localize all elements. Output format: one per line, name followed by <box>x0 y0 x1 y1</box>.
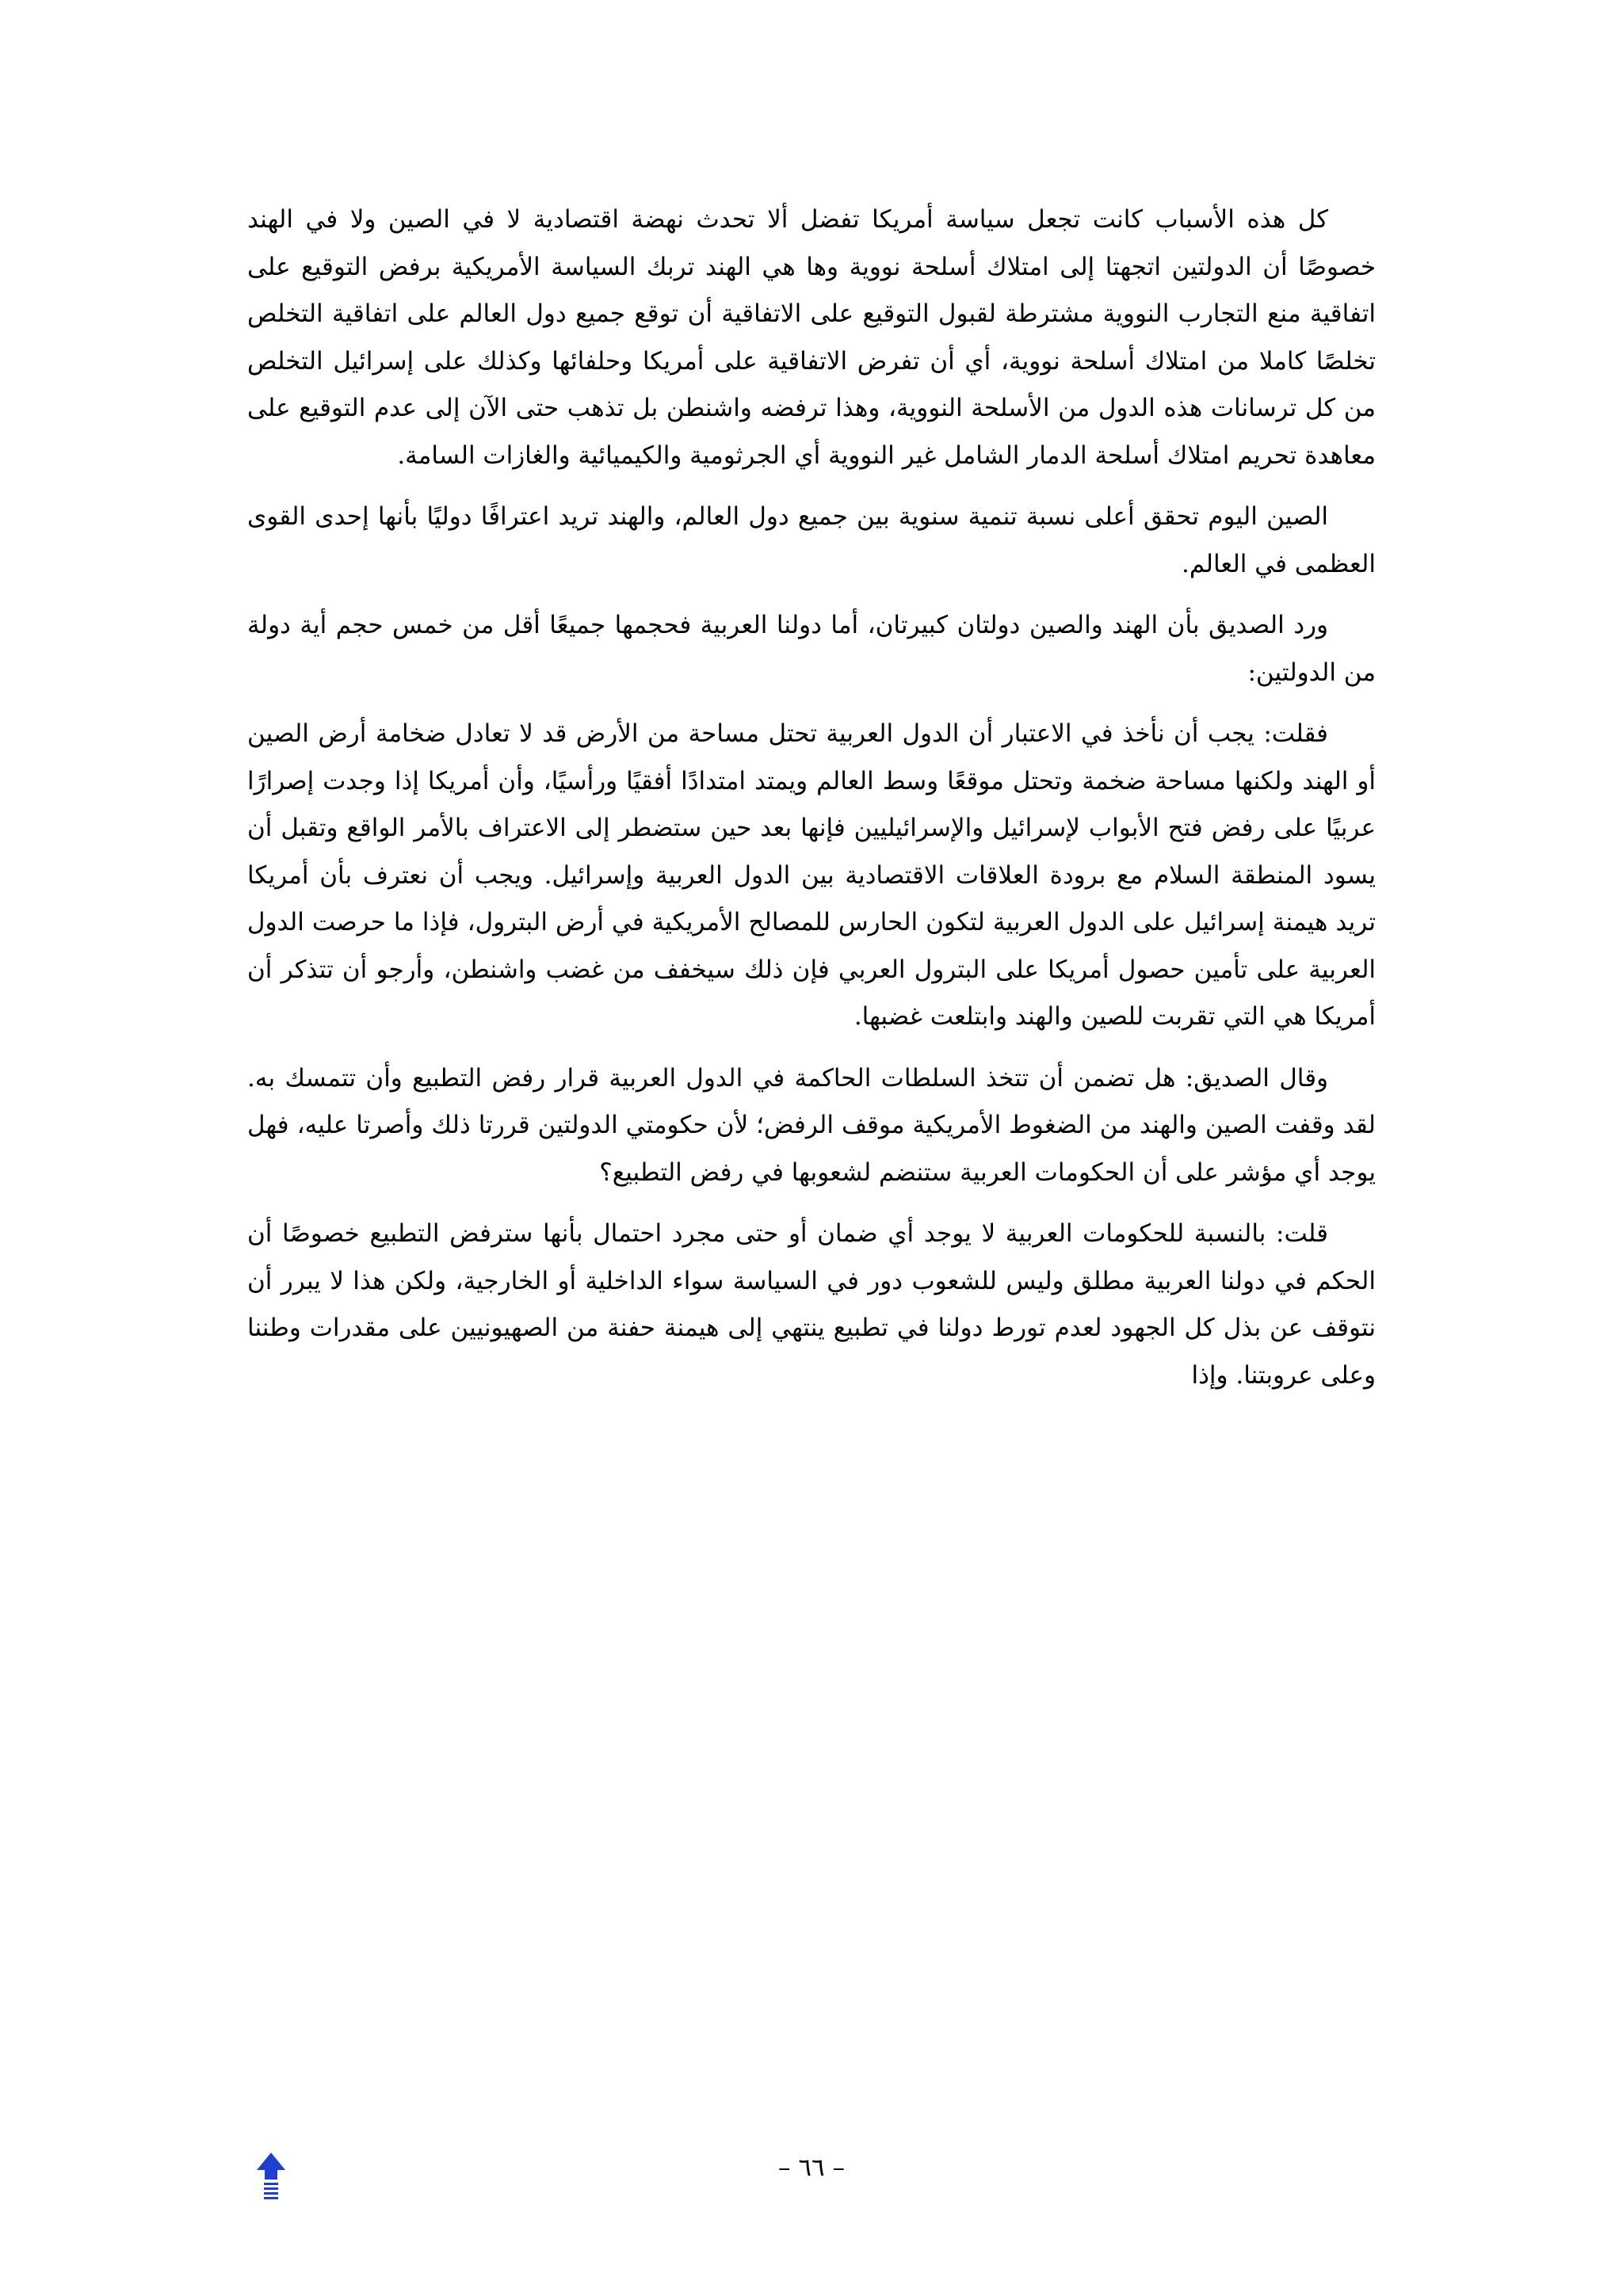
paragraph: كل هذه الأسباب كانت تجعل سياسة أمريكا تفضل ألا تحدث نهضة اقتصادية لا في الصين ولا في الهند خصوصًا أن الدولتين اتجهتا إلى امتلاك أسلحة نووية وها هي الهند تربك السياسة الأمريكية برفض التوقيع على اتفاقية منع التجارب النووية مشترطة لقبول التوقيع على الاتفاقية أن توقع جميع دول العالم على اتفاقية التخلص تخلصًا كاملا من امتلاك أسلحة نووية، أي أن تفرض الاتفاقية على أمريكا وحلفائها وكذلك على إسرائيل التخلص من كل ترسانات هذه الدول من الأسلحة النووية، وهذا ترفضه واشنطن بل تذهب حتى الآن إلى عدم التوقيع على معاهدة تحريم امتلاك أسلحة الدمار الشامل غير النووية أي الجرثومية والكيميائية والغازات السامة. <box>247 205 1376 470</box>
paragraph: الصين اليوم تحقق أعلى نسبة تنمية سنوية بين جميع دول العالم، والهند تريد اعترافًا دوليًا بأنها إحدى القوى العظمى في العالم. <box>247 502 1376 578</box>
up-arrow-icon <box>255 2153 287 2202</box>
paragraph: فقلت: يجب أن نأخذ في الاعتبار أن الدول العربية تحتل مساحة من الأرض قد لا تعادل ضخامة أرض الصين أو الهند ولكنها مساحة ضخمة وتحتل موقعًا وسط العالم ويمتد امتدادًا أفقيًا ورأسيًا، وأن أمريكا إذا وجدت إصرارًا عربيًا على رفض فتح الأبواب لإسرائيل والإسرائيليين فإنها بعد حين ستضطر إلى الاعتراف بالأمر الواقع وتقبل أن يسود المنطقة السلام مع برودة العلاقات الاقتصادية بين الدول العربية وإسرائيل. ويجب أن نعترف بأن أمريكا تريد هيمنة إسرائيل على الدول العربية لتكون الحارس للمصالح الأمريكية في أرض البترول، فإذا ما حرصت الدول العربية على تأمين حصول أمريكا على البترول العربي فإن ذلك سيخفف من غضب واشنطن، وأرجو أن تتذكر أن أمريكا هي التي تقربت للصين والهند وابتلعت غضبها. <box>247 719 1376 1031</box>
paragraph: ورد الصديق بأن الهند والصين دولتان كبيرتان، أما دولنا العربية فحجمها جميعًا أقل من خمس حجم أية دولة من الدولتين: <box>247 611 1376 687</box>
document-body <box>247 196 1376 1413</box>
back-to-top-link[interactable] <box>255 2153 287 2202</box>
paragraph: وقال الصديق: هل تضمن أن تتخذ السلطات الحاكمة في الدول العربية قرار رفض التطبيع وأن تتمسك به. لقد وقفت الصين والهند من الضغوط الأمريكية موقف الرفض؛ لأن حكومتي الدولتين قررتا ذلك وأصرتا عليه، فهل يوجد أي مؤشر على أن الحكومات العربية ستنضم لشعوبها في رفض التطبيع؟ <box>247 1063 1376 1187</box>
paragraph: قلت: بالنسبة للحكومات العربية لا يوجد أي ضمان أو حتى مجرد احتمال بأنها سترفض التطبيع خصوصًا أن الحكم في دولنا العربية مطلق وليس للشعوب دور في السياسة سواء الداخلية أو الخارجية، ولكن هذا لا يبرر أن نتوقف عن بذل كل الجهود لعدم تورط دولنا في تطبيع ينتهي إلى هيمنة حفنة من الصهيونيين على مقدرات وطننا وعلى عروبتنا. وإذا <box>247 1219 1376 1390</box>
page-number: – ٦٦ – <box>777 2153 846 2182</box>
